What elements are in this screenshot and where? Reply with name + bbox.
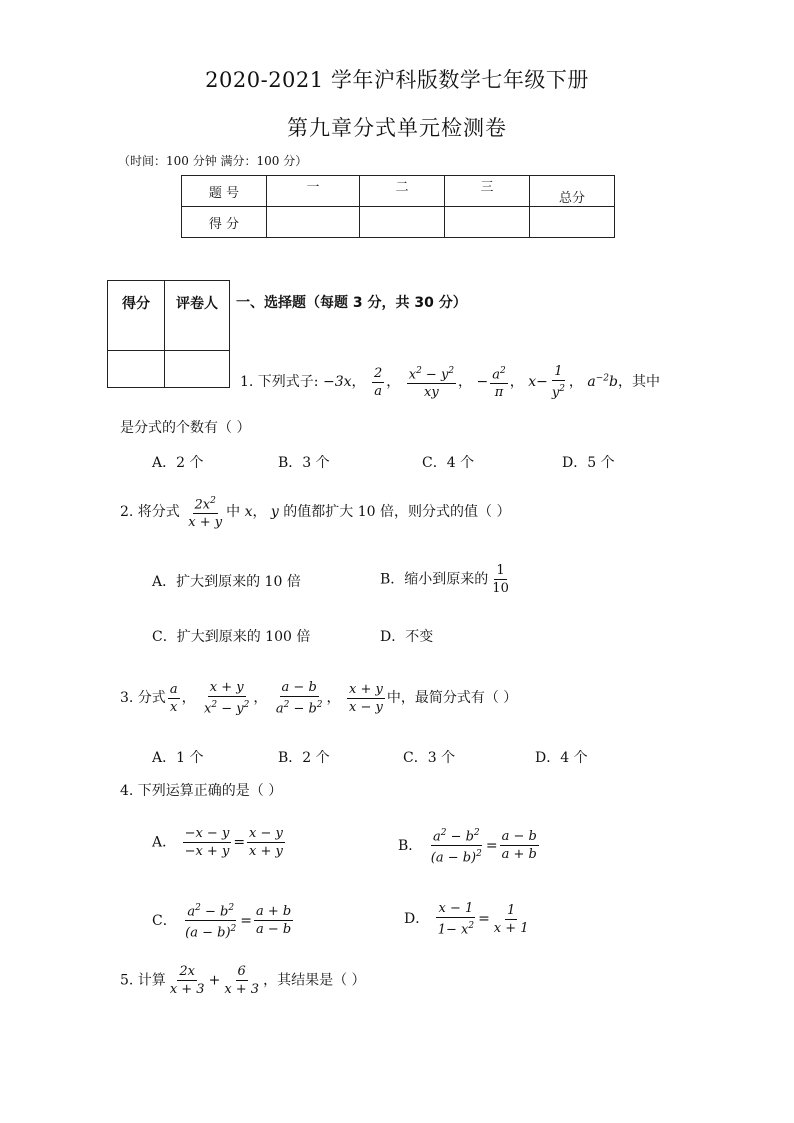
q5-frac-2: $\frac{6}{x + 3}$: [224, 964, 260, 997]
grader-score-label: 得分: [108, 281, 165, 351]
grader-table: [107, 280, 230, 388]
q2-option-b[interactable]: [380, 563, 513, 596]
score-table-col-2: 二: [360, 176, 445, 207]
q2-option-b-text: B．缩小到原来的: [380, 571, 489, 588]
q4-d-right: $\frac{1}{x + 1}$: [493, 902, 529, 936]
q1-expr-3: $\frac{x^2 - y^2}{xy}$: [408, 366, 455, 401]
q4-option-a[interactable]: A． $\frac{-x - y}{-x + y}$ = $\frac{x - y}{x + y}$: [152, 826, 283, 859]
q1-expr-2: $\frac{2}{a}$: [373, 365, 383, 399]
q1-line-2: 是分式的个数有（ ）: [120, 420, 251, 436]
q3-option-a[interactable]: A．1 个: [152, 750, 204, 766]
q3-expr-2: $\frac{x + y}{x^2 - y^2}$: [204, 680, 250, 717]
q1-expr-4: $\frac{a^2}{\pi}$: [492, 366, 506, 401]
q2-fraction: $\frac{2x^2}{x + y}$: [188, 496, 223, 531]
q1-suffix: ，其中: [617, 374, 660, 391]
q5-prefix: 5. 计算: [120, 972, 166, 989]
q1-option-b[interactable]: B．3 个: [278, 455, 330, 471]
q3-expr-3: $\frac{a - b}{a^2 - b^2}$: [275, 680, 323, 717]
q3-option-b[interactable]: B．2 个: [278, 750, 330, 766]
question-2: 2. 将分式 $\frac{2x^2}{x + y}$ 中 x， y 的值都扩大 10 倍，则分式的值（ ）: [120, 496, 511, 531]
q4-b-left: $\frac{a^2 - b^2}{(a - b)^2}$: [430, 828, 482, 866]
score-cell[interactable]: [445, 207, 530, 238]
q2-option-d[interactable]: D．不变: [380, 629, 434, 645]
q5-suffix: ，其结果是（ ）: [263, 972, 366, 989]
q2-option-b-fraction: $\frac{1}{10}$: [492, 563, 509, 596]
q2-prefix: 2. 将分式: [120, 504, 180, 521]
exam-meta: （时间：100 分钟 满分：100 分）: [118, 154, 308, 168]
q4-option-c[interactable]: C． $\frac{a^2 - b^2}{(a - b)^2}$ = $\frac{a + b}{a - b}$: [152, 903, 292, 941]
grader-score-cell[interactable]: [108, 351, 165, 388]
q2-option-a[interactable]: A．扩大到原来的 10 倍: [152, 574, 301, 590]
score-table-row2-label: 得 分: [182, 207, 267, 238]
q4-option-d-label: D．: [404, 911, 430, 928]
question-5: 5. 计算 $\frac{2x}{x + 3}$ + $\frac{6}{x + 3}$ ，其结果是（ ）: [120, 964, 366, 997]
score-cell[interactable]: [267, 207, 360, 238]
q4-option-b-label: B．: [398, 837, 423, 854]
grader-name-cell[interactable]: [165, 351, 230, 388]
score-cell[interactable]: [360, 207, 445, 238]
q3-suffix: 中，最简分式有（ ）: [386, 690, 518, 707]
q1-option-c[interactable]: C．4 个: [422, 455, 475, 471]
q1-prefix: 1. 下列式子:: [240, 374, 319, 391]
q3-prefix: 3. 分式: [120, 690, 166, 707]
score-table: [181, 175, 615, 238]
q4-a-left: $\frac{-x - y}{-x + y}$: [184, 826, 230, 859]
q4-c-left: $\frac{a^2 - b^2}{(a - b)^2}$: [185, 903, 237, 941]
q3-option-c[interactable]: C．3 个: [403, 750, 456, 766]
q4-a-right: $\frac{x - y}{x + y}$: [249, 826, 283, 859]
score-table-col-1: 一: [267, 176, 360, 207]
q1-expr-5: $\frac{1}{y^2}$: [551, 364, 565, 401]
q4-option-b[interactable]: B． $\frac{a^2 - b^2}{(a - b)^2}$ = $\frac{a - b}{a + b}$: [398, 828, 537, 866]
score-table-col-3: 三: [445, 176, 530, 207]
q5-frac-1: $\frac{2x}{x + 3}$: [169, 964, 205, 997]
score-cell[interactable]: [530, 207, 615, 238]
q3-expr-1: $\frac{a}{x}$: [169, 681, 178, 715]
score-table-row1-label: 题 号: [182, 176, 267, 207]
q3-option-d[interactable]: D．4 个: [535, 750, 588, 766]
q4-d-left: $\frac{x - 1}{1- x^2}$: [437, 901, 475, 938]
question-3: 3. 分式 $\frac{a}{x}$ ， $\frac{x + y}{x^2 - y^2}$ ， $\frac{a - b}{a^2 - b^2}$ ， $\frac{x + y}{x - y}$ 中，最简分式有（ ）: [120, 680, 518, 717]
q2-suffix: 的值都扩大 10 倍，则分式的值（ ）: [283, 504, 511, 521]
q4-b-right: $\frac{a - b}{a + b}$: [501, 829, 537, 863]
question-4: 4. 下列运算正确的是（ ）: [120, 783, 283, 799]
question-1: 1. 下列式子: −3x， $\frac{2}{a}$ ， $\frac{x^2 - y^2}{xy}$ ， − $\frac{a^2}{\pi}$ ， x− $\frac{1}{y^2}$ ， $a^{-2}b$，其中: [240, 364, 660, 401]
q1-option-d[interactable]: D．5 个: [562, 455, 615, 471]
q2-option-c[interactable]: C．扩大到原来的 100 倍: [152, 629, 311, 645]
q2-middle: 中: [226, 504, 241, 521]
q4-option-c-label: C．: [152, 912, 177, 929]
title-line-2: 第九章分式单元检测卷: [287, 116, 507, 140]
q1-option-a[interactable]: A．2 个: [152, 455, 204, 471]
q4-c-right: $\frac{a + b}{a - b}$: [256, 904, 292, 938]
q4-option-d[interactable]: D． $\frac{x - 1}{1- x^2}$ = $\frac{1}{x + 1}$: [404, 901, 529, 938]
title-line-1: 2020-2021 学年沪科版数学七年级下册: [205, 68, 589, 92]
q4-option-a-label: A．: [152, 834, 177, 851]
q3-expr-4: $\frac{x + y}{x - y}$: [348, 681, 383, 715]
section-1-heading: 一、选择题（每题 3 分，共 30 分）: [236, 295, 467, 311]
grader-name-label: 评卷人: [165, 281, 230, 351]
score-table-col-total: 总分: [530, 176, 615, 207]
